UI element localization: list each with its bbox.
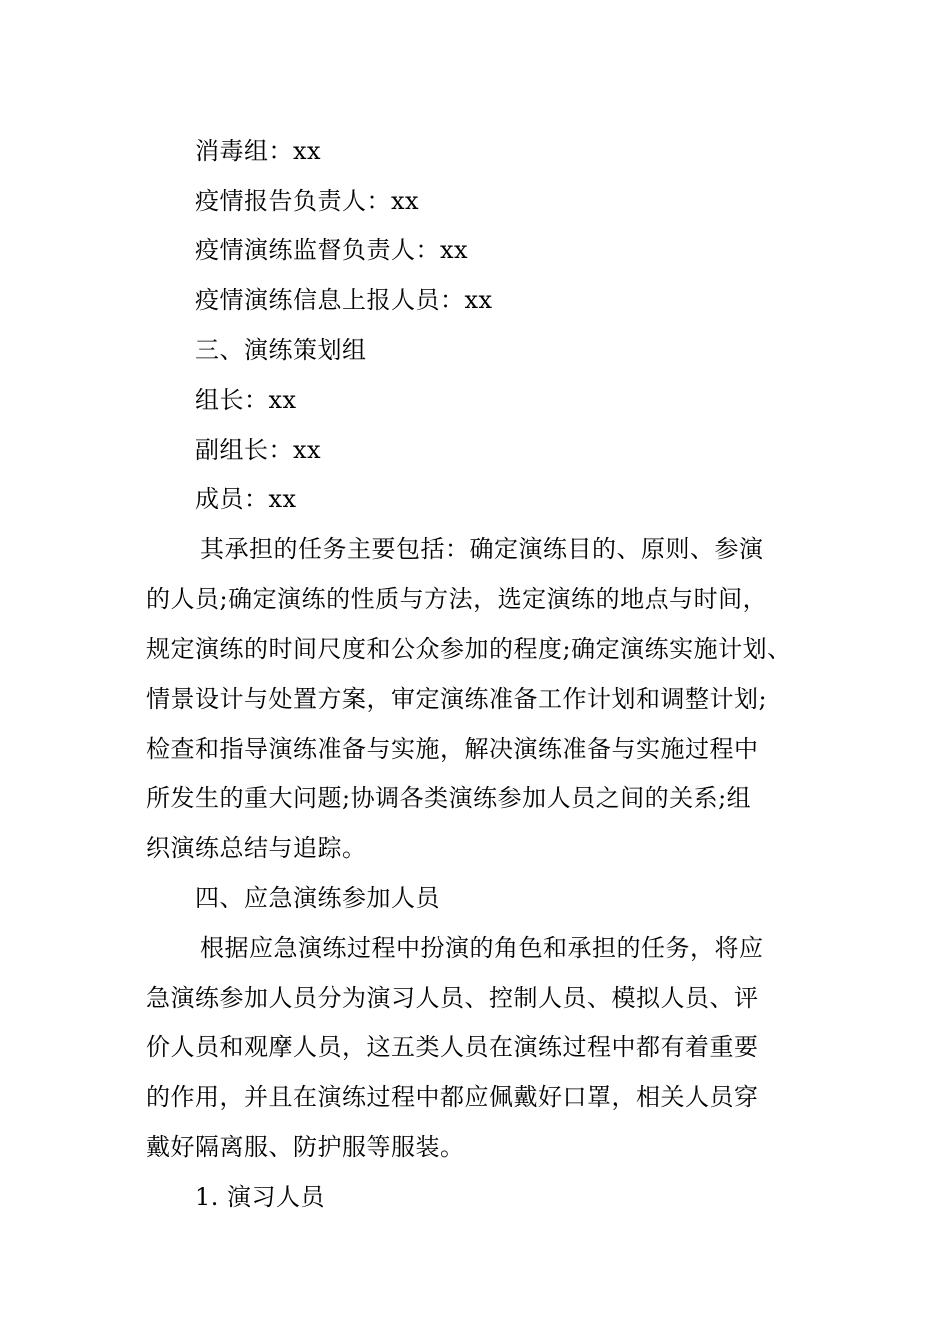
duties-paragraph-line-6: 所发生的重大问题;协调各类演练参加人员之间的关系;组 (146, 784, 752, 812)
members-line: 成员：xx (195, 485, 297, 513)
participants-paragraph-line-2: 急演练参加人员分为演习人员、控制人员、模拟人员、评 (146, 984, 759, 1012)
duties-paragraph-line-1: 其承担的任务主要包括：确定演练目的、原则、参演 (200, 535, 764, 563)
participants-paragraph-line-3: 价人员和观摩人员，这五类人员在演练过程中都有着重要 (146, 1033, 759, 1061)
drill-info-reporter-line: 疫情演练信息上报人员：xx (195, 286, 493, 314)
duties-paragraph-line-4: 情景设计与处置方案，审定演练准备工作计划和调整计划; (146, 685, 768, 713)
group-leader-line: 组长：xx (195, 386, 297, 414)
duties-paragraph-line-7: 织演练总结与追踪。 (146, 834, 367, 862)
section-heading-planning-group: 三、演练策划组 (195, 336, 367, 364)
subsection-heading-drill-personnel: 1. 演习人员 (195, 1183, 326, 1211)
participants-paragraph-line-4: 的作用，并且在演练过程中都应佩戴好口罩，相关人员穿 (146, 1083, 759, 1111)
participants-paragraph-line-5: 戴好隔离服、防护服等服装。 (146, 1133, 465, 1161)
duties-paragraph-line-2: 的人员;确定演练的性质与方法，选定演练的地点与时间， (146, 585, 768, 613)
duties-paragraph-line-5: 检查和指导演练准备与实施，解决演练准备与实施过程中 (146, 735, 759, 763)
participants-paragraph-line-1: 根据应急演练过程中扮演的角色和承担的任务，将应 (200, 934, 764, 962)
epidemic-report-lead-line: 疫情报告负责人：xx (195, 187, 420, 215)
deputy-leader-line: 副组长：xx (195, 436, 322, 464)
duties-paragraph-line-3: 规定演练的时间尺度和公众参加的程度;确定演练实施计划、 (146, 635, 792, 663)
drill-supervision-lead-line: 疫情演练监督负责人：xx (195, 236, 469, 264)
section-heading-participants: 四、应急演练参加人员 (195, 884, 440, 912)
disinfection-group-line: 消毒组：xx (195, 137, 322, 165)
